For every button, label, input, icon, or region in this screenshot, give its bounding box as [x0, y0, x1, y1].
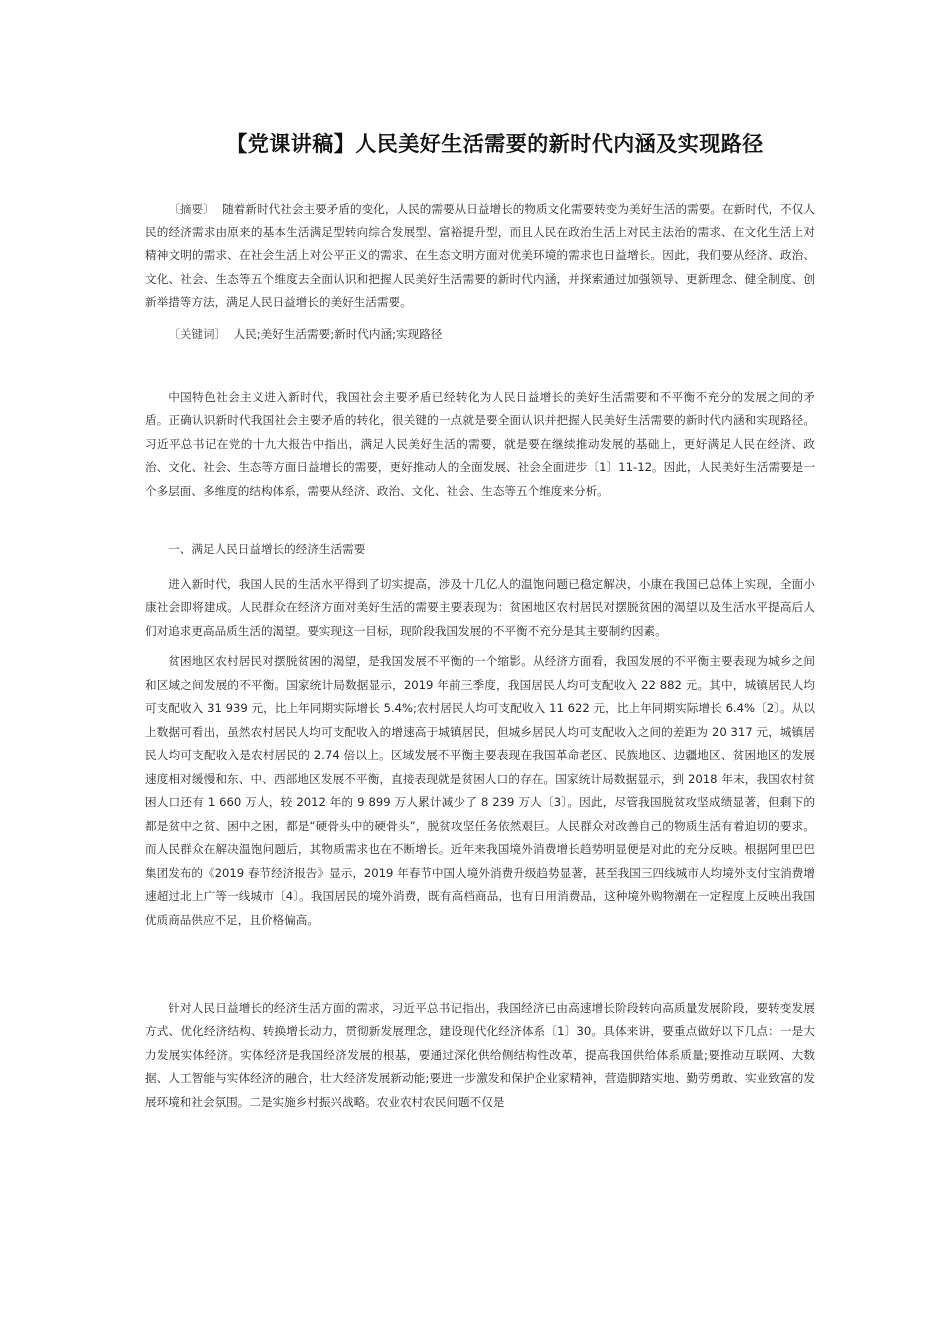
keywords-label: 〔关键词〕	[168, 327, 227, 341]
document-title: 【党课讲稿】人民美好生活需要的新时代内涵及实现路径	[226, 132, 764, 156]
paragraph-2: 进入新时代，我国人民的生活水平得到了切实提高，涉及十几亿人的温饱问题已稳定解决，小康在我国已总体上实现，全面小康社会即将建成。人民群众在经济方面对美好生活的需要主要表现为：贫困地区农村居民对摆脱贫困的渴望以及生活水平提高后人们对追求更高品质生活的渴望。要实现这一目标，现阶段我国发展的不平衡不充分是其主要制约因素。	[145, 577, 815, 638]
section-heading: 一、满足人民日益增长的经济生活需要	[168, 542, 366, 556]
paragraph-4: 针对人民日益增长的经济生活方面的需求，习近平总书记指出，我国经济已由高速增长阶段转向高质量发展阶段，要转变发展方式、优化经济结构、转换增长动力，贯彻新发展理念，建设现代化经济体系〔1〕30。具体来讲，要重点做好以下几点：一是大力发展实体经济。实体经济是我国经济发展的根基，要通过深化供给侧结构性改革，提高我国供给体系质量;要推动互联网、大数据、人工智能与实体经济的融合，壮大经济发展新动能;要进一步激发和保护企业家精神，营造脚踏实地、勤劳勇敢、实业致富的发展环境和社会氛围。二是实施乡村振兴战略。农业农村农民问题不仅是	[145, 1001, 815, 1109]
section-heading-container	[145, 538, 815, 561]
paragraph-4-container	[145, 997, 815, 1114]
intro-section	[145, 386, 815, 503]
intro-paragraph: 中国特色社会主义进入新时代，我国社会主要矛盾已经转化为人民日益增长的美好生活需要和不平衡不充分的发展之间的矛盾。正确认识新时代我国社会主要矛盾的转化，很关键的一点就是要全面认识并把握人民美好生活需要的新时代内涵和实现路径。习近平总书记在党的十九大报告中指出，满足人民美好生活的需要，就是要在继续推动发展的基础上，更好满足人民在经济、政治、文化、社会、生态等方面日益增长的需要，更好推动人的全面发展、社会全面进步〔1〕11-12。因此，人民美好生活需要是一个多层面、多维度的结构体系，需要从经济、政治、文化、社会、生态等五个维度来分析。	[145, 390, 815, 498]
keywords-section	[145, 323, 815, 346]
abstract-section	[145, 198, 815, 314]
abstract-text: 随着新时代社会主要矛盾的变化，人民的需要从日益增长的物质文化需要转变为美好生活的需要。在新时代，不仅人民的经济需求由原来的基本生活满足型转向综合发展型、富裕提升型，而且人民在政治生活上对民主法治的需求、在文化生活上对精神文明的需求、在社会生活上对公平正义的需求、在生态文明方面对优美环境的需求也日益增长。因此，我们要从经济、政治、文化、社会、生态等五个维度去全面认识和把握人民美好生活需要的新时代内涵，并探索通过加强领导、更新理念、健全制度、创新举措等方法，满足人民日益增长的美好生活需要。	[145, 202, 815, 309]
paragraph-3-container	[145, 650, 815, 933]
abstract-label: 〔摘要〕	[168, 202, 215, 216]
paragraph-3: 贫困地区农村居民对摆脱贫困的渴望，是我国发展不平衡的一个缩影。从经济方面看，我国发展的不平衡主要表现为城乡之间和区域之间发展的不平衡。国家统计局数据显示，2019 年前三季度，我国居民人均可支配收入 22 882 元。其中，城镇居民人均可支配收入 31 939 元，比上年同期实际增长 5.4%;农村居民人均可支配收入 11 622 元，比上年同期实际增长 6.4%〔2〕。从以上数据可看出，虽然农村居民人均可支配收入的增速高于城镇居民，但城乡居民人均可支配收入之间的差距为 20 317 元，城镇居民人均可支配收入是农村居民的 2.74 倍以上。区域发展不平衡主要表现在我国革命老区、民族地区、边疆地区、贫困地区的发展速度相对缓慢和东、中、西部地区发展不平衡，直接表现就是贫困人口的存在。国家统计局数据显示，到 2018 年末，我国农村贫困人口还有 1 660 万人，较 2012 年的 9 899 万人累计减少了 8 239 万人〔3〕。因此，尽管我国脱贫攻坚成绩显著，但剩下的都是贫中之贫、困中之困，都是“硬骨头中的硬骨头”，脱贫攻坚任务依然艰巨。人民群众对改善自己的物质生活有着迫切的要求。而人民群众在解决温饱问题后，其物质需求也在不断增长。近年来我国境外消费增长趋势明显便是对此的充分反映。根据阿里巴巴集团发布的《2019 春节经济报告》显示，2019 年春节中国人境外消费升级趋势显著，甚至我国三四线城市人均境外支付宝消费增速超过北上广等一线城市〔4〕。我国居民的境外消费，既有高档商品，也有日用消费品，这种境外购物潮在一定程度上反映出我国优质商品供应不足，且价格偏高。	[145, 654, 815, 928]
paragraph-2-container	[145, 573, 815, 643]
keywords-text: 人民;美好生活需要;新时代内涵;实现路径	[233, 327, 443, 341]
